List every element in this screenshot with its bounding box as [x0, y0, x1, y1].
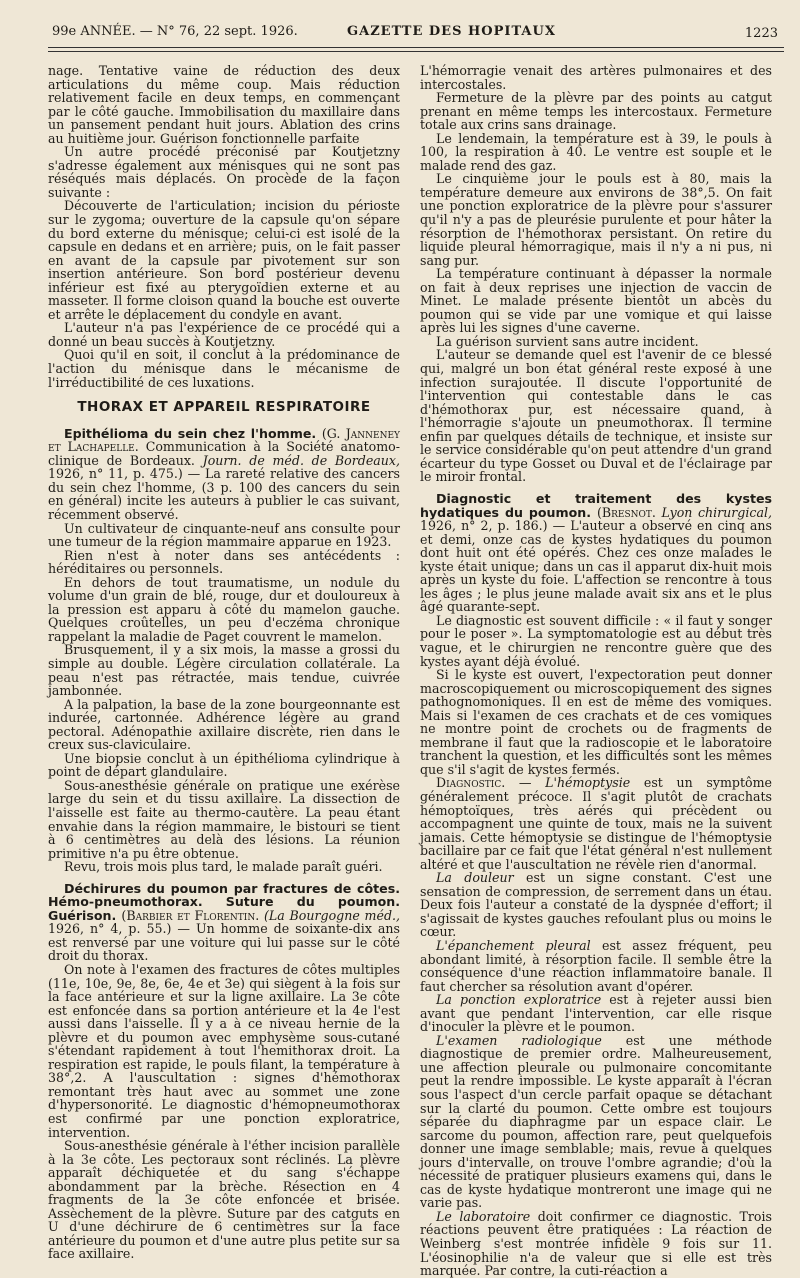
subsection-term: La ponction exploratrice — [436, 992, 602, 1008]
subsection-term: L'épanchement pleural — [436, 938, 591, 953]
article-title: Diagnostic et traitement des kystes hydatiques du poumon. — [420, 490, 772, 520]
paragraph — [420, 1034, 772, 1210]
subsection-term: — L'hémoptysie — [518, 775, 631, 791]
article-text: 1926, n° 2, p. 186.) — L'auteur a observé en cinq ans et demi, onze cas de kystes hydatiques du poumon dont huit ont été opérés. Chez ces onze malades le kyste était unique; dans un cas il apparut dix-huit mois après un kyste du foie. L'affection se rencontre à tous les âges ; le plus jeune malade avait six ans et le plus âgé quarante-sept. — [420, 518, 772, 615]
paragraph: nage. Tentative vaine de réduction des deux articulations du même coup. Mais réduction relativement facile en deux temps, en commençant par le côté gauche. Immobilisation du maxillaire dans un pansement pendant huit jours. Ablation des crins au huitième jour. Guérison fonctionnelle parfaite — [48, 63, 400, 146]
subsection-term: L'examen radiologique — [436, 1032, 602, 1048]
header-rule-thin — [48, 51, 784, 52]
paragraph: Un cultivateur de cinquante-neuf ans consulte pour une tumeur de la région mammaire apparue en 1923. — [48, 520, 400, 550]
article-title: Epithélioma du sein chez l'homme. — [64, 425, 322, 441]
paragraph: Rien n'est à noter dans ses antécédents : héréditaires ou personnels. — [48, 547, 400, 577]
article-authors: (Barbier et Florentin. — [121, 907, 264, 923]
section-heading: THORAX ET APPAREIL RESPIRATOIRE — [77, 399, 371, 416]
paragraph: Découverte de l'articulation; incision du périoste sur le zygoma; ouverture de la capsule qu'on sépare du bord externe du ménisque; celui-ci est isolé de la capsule en dedans et en arrière; puis, on le fait passer en avant de la capsule par pivotement sur son insertion antérieure. Son bord postérieur devenu inférieur est fixé au pterygoïdien externe et au masseter. Il forme cloison quand la bouche est ouverte et arrête le déplacement du condyle en avant. — [48, 198, 400, 322]
paragraph: La guérison survient sans autre incident. — [436, 333, 699, 349]
paragraph-text: est un symptôme généralement précoce. Il s'agit plutôt de crachats hémoptoïques, très aérés qui précèdent ou accompagnent une quinte de toux, mais ne la suivent jamais. Cette hémoptysie se distingue de l'hémoptysie bacillaire par ce fait que l'état général n'est nullement altéré et que l'auscultation ne révèle rien d'anormal. — [420, 775, 772, 872]
paragraph-text: est assez fréquent, peu abondant limité, à résorption facile. Il semble être la conséquence d'une réaction inflammatoire banale. Il faut chercher sa résolution avant d'opérer. — [420, 938, 772, 994]
paragraph: Brusquement, il y a six mois, la masse a grossi du simple au double. Légère circulation collatérale. La peau n'est pas rétractée, mais tendue, cuivrée jambonnée. — [48, 642, 400, 699]
header-rule — [48, 47, 784, 48]
paragraph: A la palpation, la base de la zone bourgeonnante est indurée, cartonnée. Adhérence légère au grand pectoral. Adénopathie axillaire discrète, rien dans le creux sus-claviculaire. — [48, 696, 400, 753]
paragraph-text: doit confirmer ce diagnostic. Trois réactions peuvent être pratiquées : La réaction de Weinberg s'est montrée infidèle 9 fois sur 11. L'éosinophilie n'a de valeur que si elle est très marquée. Par contre, la cuti-réaction a — [420, 1208, 773, 1278]
article-title: Déchirures du poumon par fractures de côtes. Hémo-pneumothorax. Suture du poumon. Guérison. — [48, 880, 400, 923]
paragraph: Le lendemain, la température est à 39, le pouls à 100, la respiration à 40. Le ventre est souple et le malade rend des gaz. — [420, 130, 772, 173]
paragraph-text: est une méthode diagnostique de premier ordre. Malheureusement, une affection pleurale ou pulmonaire concomitante peut la rendre impossible. Le kyste apparaît à l'écran sous l'aspect d'un cercle parfait opaque se détachant sur la clarté du poumon. Cette ombre est toujours séparée du diaphragme par un espace clair. Le sarcome du poumon, affection rare, peut quelquefois donner une image semblable; mais, revue à quelques jours d'intervalle, on trouve l'ombre agrandie; d'où la nécessité de pratiquer plusieurs examens qui, dans le cas de kyste hydatique montreront une image qui ne varie pas. — [420, 1032, 772, 1211]
article-source: Communication à la Société anatomo-clinique de Bordeaux. — [48, 439, 401, 468]
paragraph: En dehors de tout traumatisme, un nodule du volume d'un grain de blé, rouge, dur et douloureux à la pression est apparu à côté du mamelon gauche. Quelques croûtelles, un peu d'eczéma chronique rappelant la maladie de Paget couvrent le mamelon. — [48, 574, 400, 644]
article-authors: (G. Janneney et Lachapelle. — [48, 425, 400, 455]
article-text: 1926, n° 4, p. 55.) — Un homme de soixante-dix ans est renversé par une voiture qui lui passe sur le côté droit du thorax. — [48, 921, 400, 964]
paragraph: Le cinquième jour le pouls est à 80, mais la température demeure aux environs de 38°,5. On fait une ponction exploratrice de la plèvre pour s'assurer qu'il n'y a pas de pleurésie purulente et pour hâter la résorption de l'hémothorax persistant. On retire du liquide pleural hémorragique, mais il n'y a ni pus, ni sang pur. — [420, 171, 772, 268]
paragraph: Si le kyste est ouvert, l'expectoration peut donner macroscopiquement ou microscopiquement des signes pathognomoniques. Il en est de même des vomiques. Mais si l'examen de ces crachats et de ces vomiques ne montre point de crochets ou de fragments de membrane il faut que la radioscopie et le laboratoire tranchent la question, et les difficultés sont les mêmes que s'il s'agit de kystes fermés. — [420, 667, 772, 777]
paragraph-text: est à rejeter aussi bien avant que pendant l'intervention, car elle risque d'inoculer la plèvre et le poumon. — [420, 992, 773, 1035]
paragraph — [420, 993, 772, 1034]
article-reference: (La Bourgogne méd., — [264, 907, 401, 923]
article-intro — [48, 882, 400, 963]
paragraph: Fermeture de la plèvre par des points au catgut prenant en même temps les intercostaux. Fermeture totale aux crins sans drainage. — [420, 90, 772, 133]
paragraph: Sous-anesthésie générale à l'éther incision parallèle à la 3e côte. Les pectoraux sont réclinés. La plèvre apparaît déchiquetée et du sang s'échappe abondamment par la brèche. Résection en 4 fragments de la 3e côte enfoncée et brisée. Assèchement de la plèvre. Suture par des catguts en U d'une déchirure de 6 centimètres sur la face antérieure du poumon et d'une autre plus petite sur sa face axillaire. — [48, 1138, 400, 1262]
paragraph: Un autre procédé préconisé par Koutjetzny s'adresse également aux ménisques qui ne sont pas réséqués mais déplacés. On procède de la façon suivante : — [48, 144, 400, 200]
article-text: 1926, n° 11, p. 475.) — La rareté relative des cancers du sein chez l'homme, (3 p. 100 des cancers du sein en général) incite les auteurs à publier le cas suivant, récemment observé. — [48, 466, 400, 522]
subsection-term: La douleur — [436, 870, 514, 886]
article-reference: Lyon chirurgical, — [661, 504, 772, 520]
article-intro — [420, 492, 772, 614]
paragraph: L'auteur se demande quel est l'avenir de ce blessé qui, malgré un bon état général reste exposé à une infection surajoutée. Il discute l'opportunité de l'intervention qui contestable dans le cas d'hémothorax pur, est nécessaire quand, à l'hémorragie s'ajoute un pneumothorax. Il termine enfin par quelques détails de technique, et insiste sur le service considérable qu'on peut attendre d'un grand écarteur du type Gosset ou Duval et de l'éclairage par le miroir frontal. — [420, 347, 772, 485]
right-column — [420, 64, 772, 1278]
paragraph: Une biopsie conclut à un épithélioma cylindrique à point de départ glandulaire. — [48, 750, 400, 780]
article-reference: Journ. de méd. de Bordeaux, — [202, 452, 400, 468]
paragraph-text: est un signe constant. C'est une sensation de compression, de serrement dans un étau. Deux fois l'auteur a constaté de la dyspnée d'effort; il s'agissait de kystes gauches refoulant plus ou moins le cœur. — [420, 870, 772, 940]
paragraph: On note à l'examen des fractures de côtes multiples (11e, 10e, 9e, 8e, 6e, 4e et 3e) qui siègent à la fois sur la face antérieure et sur la ligne axillaire. La 3e côte est enfoncée dans sa portion antérieure et la 4e l'est aussi dans l'aisselle. Il y a à ce niveau hernie de la plèvre et du poumon avec emphysème sous-cutané s'étendant rapidement à tout l'hemithorax droit. La respiration est rapide, le pouls filant, la température à 38°,2. A l'auscultation : signes d'hémothorax remontant très haut avec au sommet une zone d'hypersonorité. Le diagnostic d'hémopneumothorax est confirmé par une ponction exploratrice, intervention. — [48, 962, 400, 1140]
paragraph: L'hémorragie venait des artères pulmonaires et des intercostales. — [420, 63, 772, 92]
paragraph: La température continuant à dépasser la normale on fait à deux reprises une injection de vaccin de Minet. Le malade présente bientôt un abcès du poumon qui se vide par une vomique et qui laisse après lui les signes d'une caverne. — [420, 266, 772, 336]
article-authors: (Bresnot. — [596, 504, 662, 520]
subsection-term: Le laboratoire — [436, 1208, 531, 1224]
issue-info: 99e ANNÉE. — N° 76, 22 sept. 1926. — [52, 24, 298, 39]
paragraph: Le diagnostic est souvent difficile : « il faut y songer pour le poser ». La symptomatologie est au début très vague, et le chirurgien ne rencontre guère que des kystes ayant déjà évolué. — [420, 612, 772, 669]
left-column — [48, 64, 400, 1261]
paragraph — [420, 1210, 772, 1278]
subsection-lead: Diagnostic. — [436, 775, 519, 791]
article-intro — [48, 427, 400, 522]
paragraph: Quoi qu'il en soit, il conclut à la prédominance de l'action du ménisque dans le mécanisme de l'irréductibilité de ces luxations. — [48, 347, 400, 390]
paragraph — [420, 871, 772, 939]
paragraph — [420, 939, 772, 993]
paragraph: Revu, trois mois plus tard, le malade paraît guéri. — [64, 859, 383, 875]
paragraph — [420, 776, 772, 871]
journal-title: GAZETTE DES HOPITAUX — [347, 24, 556, 39]
page-number: 1223 — [744, 26, 778, 41]
page-header — [52, 22, 778, 44]
paragraph: L'auteur n'a pas l'expérience de ce procédé qui a donné un beau succès à Koutjetzny. — [48, 320, 400, 349]
paragraph: Sous-anesthésie générale on pratique une exérèse large du sein et du tissu axillaire. La dissection de l'aisselle est faite au thermo-cautère. La peau étant envahie dans la région mammaire, le bistouri se tient à 6 centimètres au delà des lésions. La réunion primitive n'a pu être obtenue. — [48, 777, 400, 861]
